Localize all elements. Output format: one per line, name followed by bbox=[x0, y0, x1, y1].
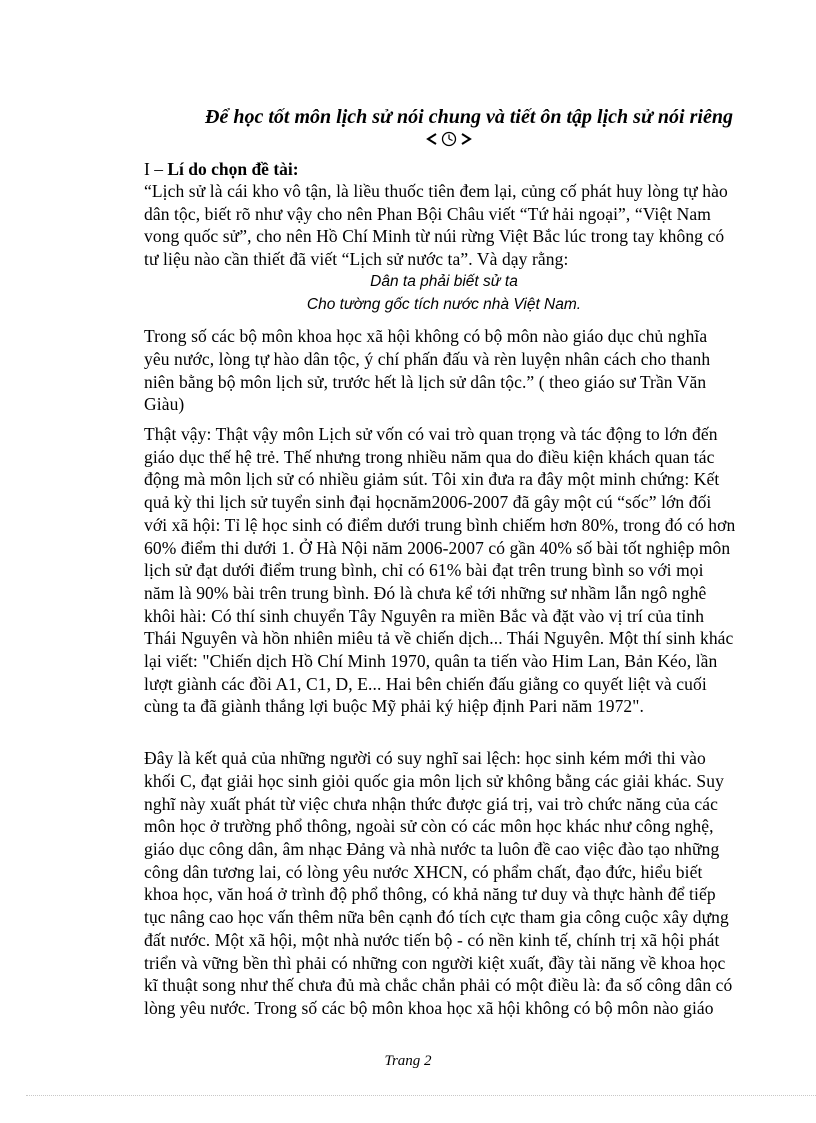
text-line: lại viết: "Chiến dịch Hồ Chí Minh 1970, quân ta tiến vào Him Lan, Bản Kéo, lần bbox=[144, 651, 718, 672]
section-number: I – bbox=[144, 159, 168, 179]
text-line: niên bằng bộ môn lịch sử, trước hết là lịch sử dân tộc.” ( theo giáo sư Trần Văn bbox=[144, 371, 707, 392]
document-title: Để học tốt môn lịch sử nói chung và tiết ôn tập lịch sử nói riêng bbox=[205, 106, 733, 128]
text-line: nghĩ này xuất phát từ việc chưa nhận thức được giá trị, vai trò chức năng của các bbox=[144, 793, 719, 814]
paragraph-4 bbox=[144, 747, 744, 1019]
text-line: khôi hài: Có thí sinh chuyển Tây Nguyên ra miền Bắc và đặt vào vị trí của tỉnh bbox=[144, 605, 705, 626]
poem-line: Cho tường gốc tích nước nhà Việt Nam. bbox=[306, 295, 582, 313]
text-line: khối C, đạt giải học sinh giỏi quốc gia môn lịch sử không bằng các giải khác. Suy bbox=[144, 770, 724, 791]
text-line: giáo dục thế hệ trẻ. Thế nhưng trong nhiều năm qua do điều kiện khách quan tác bbox=[144, 446, 715, 467]
text-line: tục nâng cao học vấn thêm nữa bên cạnh đó tích cực tham gia công cuộc xây dựng bbox=[144, 907, 729, 928]
text-line: Thật vậy: Thật vậy môn Lịch sử vốn có vai trò quan trọng và tác động to lớn đến bbox=[144, 424, 718, 445]
text-line: lịch sử đạt dưới điểm trung bình, chỉ có 61% bài đạt trên trung bình so với mọi bbox=[144, 560, 704, 581]
text-line: lòng yêu nước. Trong số các bộ môn khoa học xã hội không có bộ môn nào giáo bbox=[144, 997, 714, 1018]
section-title: Lí do chọn đề tài: bbox=[167, 159, 299, 179]
text-line: Giàu) bbox=[144, 394, 185, 415]
text-line: công dân tương lai, có lòng yêu nước XHCN, có phẩm chất, đạo đức, hiểu biết bbox=[144, 861, 703, 882]
text-line: “Lịch sử là cái kho vô tận, là liều thuốc tiên đem lại, củng cố phát huy lòng tự hào bbox=[144, 181, 728, 201]
text-line: vong quốc sử”, cho nên Hồ Chí Minh từ núi rừng Việt Bắc lúc trong tay không có bbox=[144, 226, 725, 247]
section-heading bbox=[144, 158, 744, 180]
paragraph-1 bbox=[144, 180, 744, 271]
text-line: lượt giành các đồi A1, C1, D, E... Hai bên chiến đấu giằng co quyết liệt và cuối bbox=[144, 673, 707, 694]
text-line: năm là 90% bài trên trung bình. Đó là chưa kể tới những sư nhầm lẫn ngô nghê bbox=[144, 582, 707, 603]
clock-ornament-icon-svg bbox=[424, 131, 474, 147]
text-line: Đây là kết quả của những người có suy nghĩ sai lệch: học sinh kém mới thi vào bbox=[144, 748, 706, 769]
text-line: môn học ở trường phổ thông, ngoài sử còn có các môn học khác như công nghệ, bbox=[144, 816, 714, 837]
poem-quote bbox=[144, 271, 744, 316]
text-line: Thái Nguyên và hồn nhiên miêu tả về chiến dịch... Thái Nguyên. Một thí sinh khác bbox=[144, 628, 734, 649]
clock-ornament-icon bbox=[154, 131, 744, 152]
text-line: với xã hội: Tỉ lệ học sinh có điểm dưới trung bình chiếm hơn 80%, trong đó có hơn bbox=[144, 514, 736, 535]
text-line: 60% điểm thi dưới 1. Ở Hà Nội năm 2006-2007 có gần 40% số bài tốt nghiệp môn bbox=[144, 537, 731, 558]
text-line: khoa học, văn hoá ở trình độ phổ thông, có khả năng tư duy và thực hành để tiếp bbox=[144, 884, 716, 905]
text-line: đất nước. Một xã hội, một nhà nước tiến bộ - có nền kinh tế, chính trị xã hội phát bbox=[144, 929, 720, 950]
text-line: động mà môn lịch sử có nhiều giảm sút. Tôi xin đưa ra đây một minh chứng: Kết bbox=[144, 469, 720, 490]
document-body bbox=[144, 104, 744, 1020]
text-line: Trong số các bộ môn khoa học xã hội không có bộ môn nào giáo dục chủ nghĩa bbox=[144, 326, 708, 347]
poem-line: Dân ta phải biết sử ta bbox=[370, 272, 518, 290]
paragraph-2 bbox=[144, 325, 744, 416]
paragraph-3 bbox=[144, 423, 744, 718]
text-line: cùng ta đã giành thắng lợi buộc Mỹ phải ký hiệp định Pari năm 1972". bbox=[144, 696, 644, 717]
text-line: triển và vững bền thì phải có những con người kiệt xuất, đầy tài năng về khoa học bbox=[144, 952, 726, 973]
text-line: giáo dục công dân, âm nhạc Đảng và nhà nước ta luôn đề cao việc đào tạo những bbox=[144, 838, 720, 859]
text-line: tư liệu nào cần thiết đã viết “Lịch sử nước ta”. Và dạy rằng: bbox=[144, 249, 569, 270]
page-break-line bbox=[26, 1095, 816, 1096]
text-line: quả kỳ thi lịch sử tuyển sinh đại họcnăm2006-2007 đã gây một cú “sốc” lớn đối bbox=[144, 492, 712, 513]
text-line: dân tộc, biết rõ như vậy cho nên Phan Bội Châu viết “Tứ hải ngoại”, “Việt Nam bbox=[144, 203, 711, 224]
text-line: yêu nước, lòng tự hào dân tộc, ý chí phấn đấu và rèn luyện nhân cách cho thanh bbox=[144, 348, 711, 369]
text-line: kĩ thuật song như thế chưa đủ mà chắc chắn phải có một điều là: đa số công dân có bbox=[144, 975, 733, 996]
page-number-footer: Trang 2 bbox=[384, 1053, 432, 1069]
